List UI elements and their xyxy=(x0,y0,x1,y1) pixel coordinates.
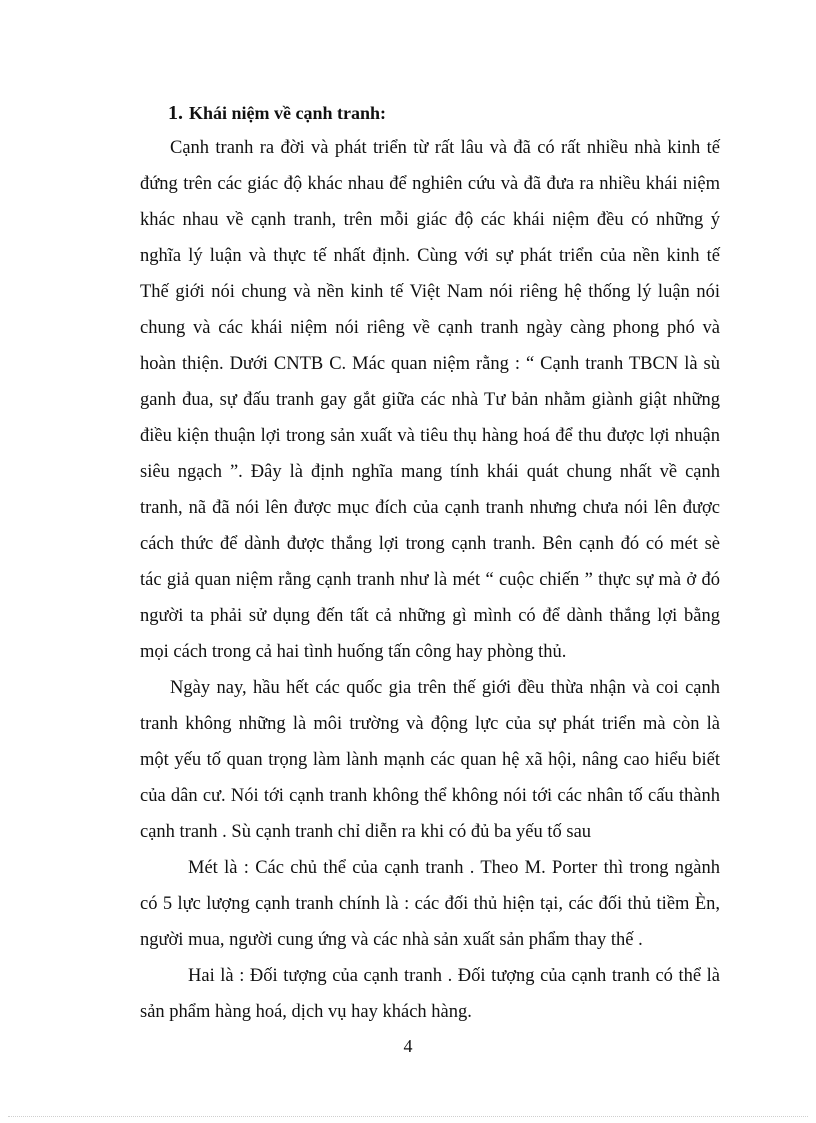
page-number: 4 xyxy=(403,1036,413,1056)
page-bottom-divider xyxy=(8,1116,808,1117)
text-line: hoàn thiện. Dưới CNTB C. Mác quan niệm rằng : “ Cạnh tranh TBCN là sù xyxy=(140,354,720,374)
text-line: nghĩa lý luận và thực tế nhất định. Cùng với sự phát triển của nền kinh tế xyxy=(140,246,720,266)
text-line: cạnh tranh . Sù cạnh tranh chỉ diễn ra khi có đủ ba yếu tố sau xyxy=(140,822,592,842)
text-line: một yếu tố quan trọng làm lành mạnh các quan hệ xã hội, nâng cao hiểu biết xyxy=(140,750,720,770)
text-line: Cạnh tranh ra đời và phát triển từ rất lâu và đã có rất nhiều nhà kinh tế xyxy=(170,138,720,158)
text-line: Hai là : Đối tượng của cạnh tranh . Đối tượng của cạnh tranh có thể là xyxy=(188,966,720,986)
section-heading xyxy=(168,102,386,125)
text-line: tác giả quan niệm rằng cạnh tranh như là mét “ cuộc chiến ” thực sự mà ở đó xyxy=(140,570,720,590)
text-line: có 5 lực lượng cạnh tranh chính là : các đối thủ hiện tại, các đối thủ tiềm Èn, xyxy=(140,894,720,914)
text-line: siêu ngạch ”. Đây là định nghĩa mang tính khái quát chung nhất về cạnh xyxy=(140,462,720,482)
text-line: người mua, người cung ứng và các nhà sản xuất sản phẩm thay thế . xyxy=(140,930,643,950)
text-line: khác nhau về cạnh tranh, trên mỗi giác độ các khái niệm đều có những ý xyxy=(140,210,720,230)
text-line: chung và các khái niệm nói riêng về cạnh tranh ngày càng phong phó và xyxy=(140,318,720,338)
text-line: sản phẩm hàng hoá, dịch vụ hay khách hàng. xyxy=(140,1002,472,1022)
text-line: Ngày nay, hầu hết các quốc gia trên thế giới đều thừa nhận và coi cạnh xyxy=(170,678,720,698)
text-line: cách thức để dành được thắng lợi trong cạnh tranh. Bên cạnh đó có mét sè xyxy=(140,534,720,554)
section-number: 1. xyxy=(168,102,183,124)
text-line: của dân cư. Nói tới cạnh tranh không thể không nói tới các nhân tố cấu thành xyxy=(140,786,720,806)
text-line: tranh không những là môi trường và động lực của sự phát triển mà còn là xyxy=(140,714,720,734)
text-line: ganh đua, sự đấu tranh gay gắt giữa các nhà Tư bản nhằm giành giật những xyxy=(140,390,720,410)
text-line: điều kiện thuận lợi trong sản xuất và tiêu thụ hàng hoá để thu được lợi nhuận xyxy=(140,426,720,446)
text-line: đứng trên các giác độ khác nhau để nghiên cứu và đã đưa ra nhiều khái niệm xyxy=(140,174,720,194)
section-title: Khái niệm về cạnh tranh: xyxy=(189,103,387,123)
text-line: Mét là : Các chủ thể của cạnh tranh . Theo M. Porter thì trong ngành xyxy=(188,858,720,878)
text-line: mọi cách trong cả hai tình huống tấn công hay phòng thủ. xyxy=(140,642,567,662)
text-line: tranh, nã đã nói lên được mục đích của cạnh tranh nhưng chưa nói lên được xyxy=(140,498,720,518)
text-line: Thế giới nói chung và nền kinh tế Việt Nam nói riêng hệ thống lý luận nói xyxy=(140,282,720,302)
text-line: người ta phải sử dụng đến tất cả những gì mình có để dành thắng lợi bằng xyxy=(140,606,720,626)
